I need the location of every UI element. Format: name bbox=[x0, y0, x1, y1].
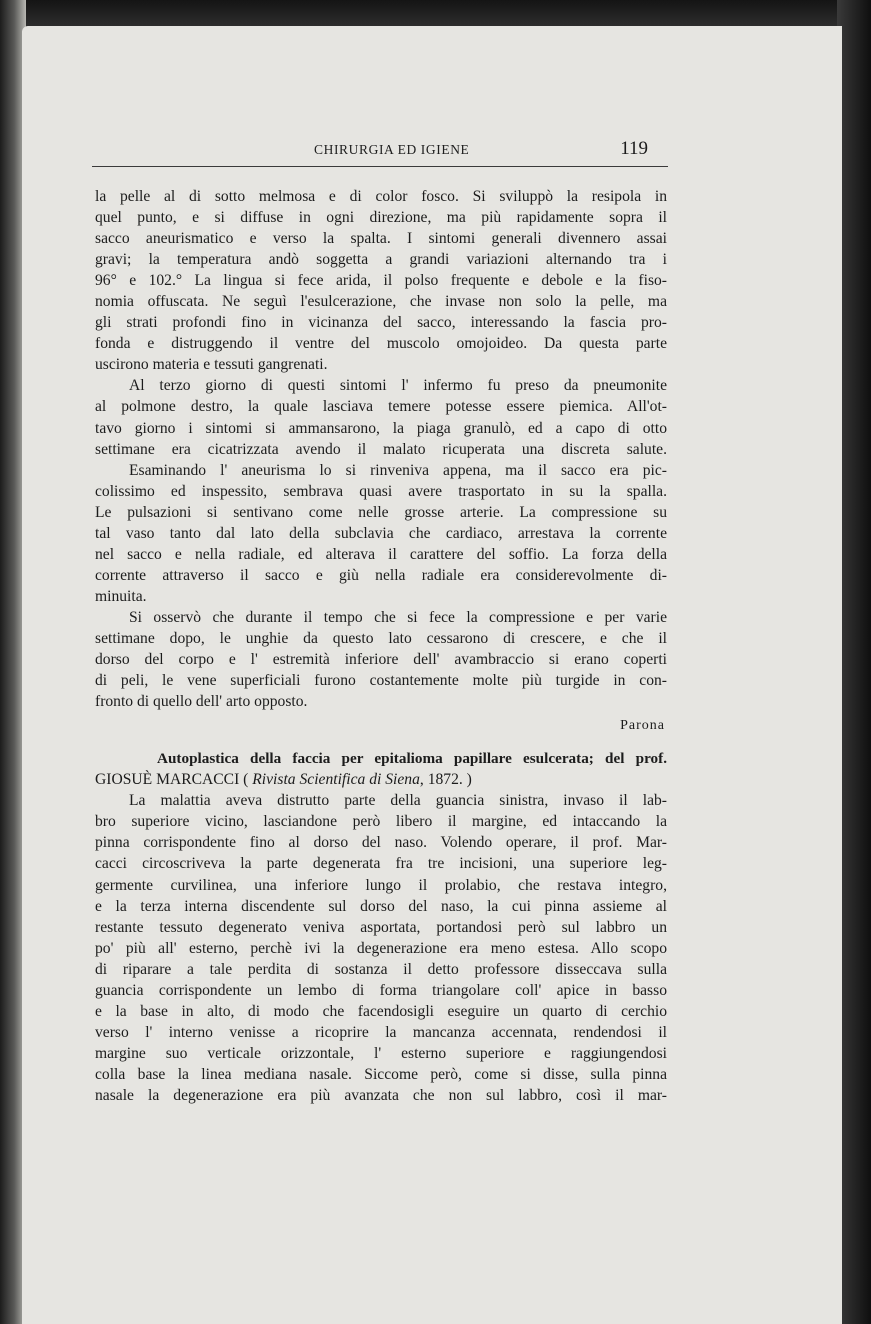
page-header bbox=[92, 120, 668, 164]
text-line: tal vaso tanto dal lato della subclavia che cardiaco, arrestava la corrente bbox=[95, 524, 667, 542]
signature: Parona bbox=[620, 718, 665, 734]
text-line: pinna corrispondente fino al dorso del naso. Volendo operare, il prof. Mar- bbox=[95, 834, 667, 852]
text-line: verso l' interno venisse a ricoprire la mancanza accennata, rendendosi il bbox=[95, 1023, 667, 1041]
article-author: GIOSUÈ MARCACCI bbox=[95, 771, 240, 789]
text-line: bro superiore vicino, lasciandone però libero il margine, ed intaccando la bbox=[95, 813, 667, 831]
section-gap bbox=[95, 736, 667, 748]
text-line: dorso del corpo e l' estremità inferiore dell' avambraccio si erano coperti bbox=[95, 651, 667, 669]
text-line: gli strati profondi fino in vicinanza del sacco, interessando la fascia pro- bbox=[95, 314, 667, 332]
text-line: corrente attraverso il sacco e giù nella radiale era considerevolmente di- bbox=[95, 566, 667, 584]
text-line: po' più all' esterno, perchè ivi la degenerazione era meno estesa. Allo scopo bbox=[95, 939, 667, 957]
text-line: 96° e 102.° La lingua si fece arida, il polso frequente e debole e la fiso- bbox=[95, 272, 667, 290]
header-rule bbox=[92, 166, 668, 167]
text-line: e la terza interna discendente sul dorso del naso, la cui pinna assieme al bbox=[95, 897, 667, 915]
text-line: nasale la degenerazione era più avanzata che non sul labbro, così il mar- bbox=[95, 1086, 667, 1104]
text-line: Esaminando l' aneurisma lo si rinveniva appena, ma il sacco era pic- bbox=[129, 461, 667, 479]
scan-border-right bbox=[837, 0, 871, 1324]
text-line: di riparare a tale perdita di sostanza il detto professore disseccava sulla bbox=[95, 960, 667, 978]
paragraph bbox=[95, 375, 667, 459]
page-body bbox=[95, 186, 667, 1106]
text-line: di peli, le vene superficiali furono costantemente molte più turgide in con- bbox=[95, 672, 667, 690]
text-line: minuita. bbox=[95, 587, 147, 605]
article bbox=[95, 748, 667, 1106]
text-line: colissimo ed inspessito, sembrava quasi avere trasportato in su la spalla. bbox=[95, 482, 667, 500]
journal-name: Rivista Scientifica di Siena bbox=[252, 771, 420, 789]
text-line: sacco aneurismatico e verso la spalta. I sintomi generali divennero assai bbox=[95, 230, 667, 248]
text-line: Si osservò che durante il tempo che si fece la compressione e per varie bbox=[129, 608, 667, 626]
text-line: germente curvilinea, una inferiore lungo il prolabio, che restava integro, bbox=[95, 876, 667, 894]
citation-year: , 1872. ) bbox=[419, 771, 472, 789]
text-line: fonda e distruggendo il ventre del muscolo omojoideo. Da questa parte bbox=[95, 335, 667, 353]
text-line: Le pulsazioni si sentivano come nelle grosse arterie. La compressione su bbox=[95, 503, 667, 521]
text-line: colla base la linea mediana nasale. Siccome però, come si disse, sulla pinna bbox=[95, 1065, 667, 1083]
text-line: guancia corrispondente un lembo di forma triangolare coll' apice in basso bbox=[95, 981, 667, 999]
text-line: nel sacco e nella radiale, ed alterava il carattere del soffio. La forza della bbox=[95, 545, 667, 563]
text-line: margine suo verticale orizzontale, l' esterno superiore e raggiungendosi bbox=[95, 1044, 667, 1062]
text-line: quel punto, e si diffuse in ogni direzione, ma più rapidamente sopra il bbox=[95, 209, 667, 227]
text-line: tavo giorno i sintomi si ammansarono, la piaga granulò, ed a capo di otto bbox=[95, 419, 667, 437]
text-line: al polmone destro, la quale lasciava temere potesse essere piemica. All'ot- bbox=[95, 398, 667, 416]
running-head: CHIRURGIA ED IGIENE bbox=[314, 142, 470, 157]
paragraph bbox=[95, 186, 667, 375]
text-line: restante tessuto degenerato veniva asportata, portandosi però sul labbro un bbox=[95, 918, 667, 936]
paragraph bbox=[95, 460, 667, 607]
page-number: 119 bbox=[620, 138, 648, 159]
article-source bbox=[95, 769, 667, 790]
text-line: settimane dopo, le unghie da questo lato cessarono di crescere, e che il bbox=[95, 629, 667, 647]
text-line: la pelle al di sotto melmosa e di color fosco. Si sviluppò la resipola in bbox=[95, 188, 667, 205]
text-line: gravi; la temperatura andò soggetta a grandi variazioni alternando tra i bbox=[95, 251, 667, 269]
text-line: nomia offuscata. Ne seguì l'esulcerazione, che invase non solo la pelle, ma bbox=[95, 293, 667, 311]
text-line: cacci circoscriveva la parte degenerata fra tre incisioni, una superiore leg- bbox=[95, 855, 667, 873]
text-line: e la base in alto, di modo che facendosigli eseguire un quarto di cerchio bbox=[95, 1002, 667, 1020]
article-title: Autoplastica della faccia per epitalioma papillare esulcerata; del prof. bbox=[157, 750, 667, 768]
text-line: Al terzo giorno di questi sintomi l' infermo fu preso da pneumonite bbox=[129, 377, 667, 395]
text-line: La malattia aveva distrutto parte della guancia sinistra, invaso il lab- bbox=[129, 792, 667, 810]
citation-open: ( bbox=[243, 771, 249, 789]
text-line: uscirono materia e tessuti gangrenati. bbox=[95, 356, 328, 374]
paragraph bbox=[95, 607, 667, 712]
text-line: fronto di quello dell' arto opposto. bbox=[95, 693, 308, 711]
text-line: settimane era cicatrizzata avendo il malato ricuperata una discreta salute. bbox=[95, 440, 667, 458]
